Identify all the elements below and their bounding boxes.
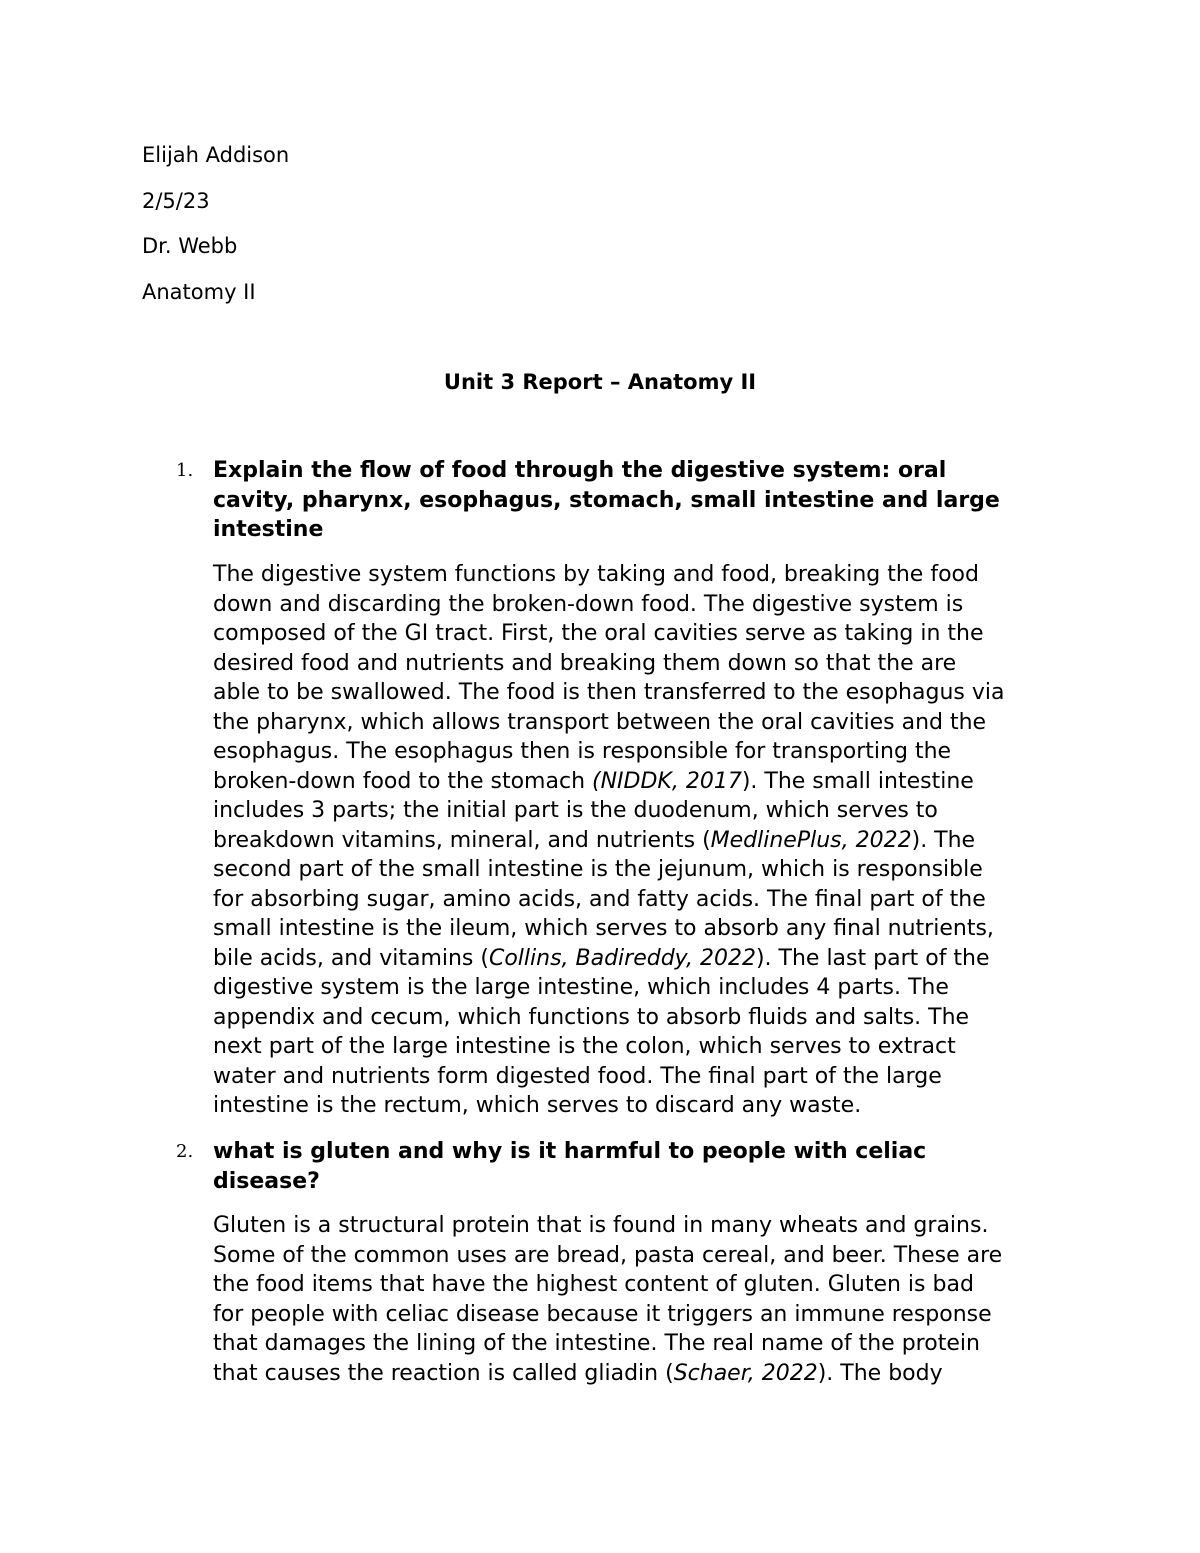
answer-line: The digestive system functions by taking and food, breaking the food	[213, 562, 979, 587]
answer-line	[213, 944, 1103, 974]
answer-text: that causes the reaction is called gliadin (	[213, 1360, 674, 1386]
citation: (NIDDK, 2017	[592, 768, 742, 794]
answer-paragraph	[213, 1211, 1103, 1388]
answer-line: esophagus. The esophagus then is responsible for transporting the	[213, 739, 952, 764]
author-name: Elijah Addison	[142, 143, 290, 167]
question-heading	[213, 1137, 1103, 1196]
answer-line: water and nutrients form digested food. The final part of the large	[213, 1063, 942, 1089]
question-number: 2.	[176, 1141, 194, 1162]
answer-line: includes 3 parts; the initial part is the duodenum, which serves to	[213, 798, 938, 823]
answer-line	[213, 1359, 1103, 1389]
answer-line: next part of the large intestine is the colon, which serves to extract	[213, 1034, 956, 1059]
answer-line: intestine is the rectum, which serves to discard any waste.	[213, 1093, 862, 1118]
citation: Collins, Badireddy, 2022	[488, 945, 756, 971]
answer-line: Gluten is a structural protein that is found in many wheats and grains.	[213, 1213, 989, 1238]
answer-line: the pharynx, which allows transport between the oral cavities and the	[213, 709, 987, 735]
answer-line: able to be swallowed. The food is then transferred to the esophagus via	[213, 680, 1005, 705]
answer-line: small intestine is the ileum, which serves to absorb any final nutrients,	[213, 916, 994, 941]
answer-text: ). The body	[817, 1360, 943, 1386]
answer-line: the food items that have the highest content of gluten. Gluten is bad	[213, 1272, 974, 1297]
instructor-name: Dr. Webb	[142, 234, 238, 258]
heading-line: Explain the flow of food through the digestive system: oral	[213, 458, 947, 483]
answer-paragraph	[213, 560, 1103, 1121]
answer-line: down and discarding the broken-down food. The digestive system is	[213, 591, 964, 617]
citation: Schaer, 2022	[673, 1360, 818, 1386]
question-heading	[213, 456, 1103, 545]
answer-line: for absorbing sugar, amino acids, and fatty acids. The final part of the	[213, 886, 986, 912]
answer-line: second part of the small intestine is the jejunum, which is responsible	[213, 857, 983, 882]
heading-line: intestine	[213, 517, 324, 542]
answer-line: Some of the common uses are bread, pasta cereal, and beer. These are	[213, 1242, 1003, 1268]
answer-line: that damages the lining of the intestine. The real name of the protein	[213, 1331, 980, 1356]
answer-line: digestive system is the large intestine, which includes 4 parts. The	[213, 975, 949, 1000]
heading-line: disease?	[213, 1168, 320, 1194]
answer-text: ). The last part of the	[755, 945, 990, 971]
question-number: 1.	[176, 460, 194, 481]
answer-text: bile acids, and vitamins (	[213, 945, 489, 971]
answer-line: desired food and nutrients and breaking them down so that the are	[213, 650, 957, 676]
answer-text: breakdown vitamins, mineral, and nutrients (	[213, 827, 711, 853]
answer-text: ). The small intestine	[741, 768, 974, 794]
answer-text: ). The	[911, 827, 976, 853]
heading-line: cavity, pharynx, esophagus, stomach, small intestine and large	[213, 487, 1000, 513]
answer-line: composed of the GI tract. First, the oral cavities serve as taking in the	[213, 621, 984, 646]
answer-line: for people with celiac disease because it triggers an immune response	[213, 1301, 992, 1327]
report-title: Unit 3 Report – Anatomy II	[443, 370, 757, 394]
heading-line: what is gluten and why is it harmful to people with celiac	[213, 1139, 927, 1164]
course-name: Anatomy II	[142, 280, 256, 304]
date: 2/5/23	[142, 189, 210, 213]
answer-line: appendix and cecum, which functions to absorb fluids and salts. The	[213, 1004, 970, 1030]
answer-line	[213, 767, 1103, 797]
answer-line	[213, 826, 1103, 856]
citation: MedlinePlus, 2022	[710, 827, 912, 853]
answer-text: broken-down food to the stomach	[213, 768, 593, 794]
